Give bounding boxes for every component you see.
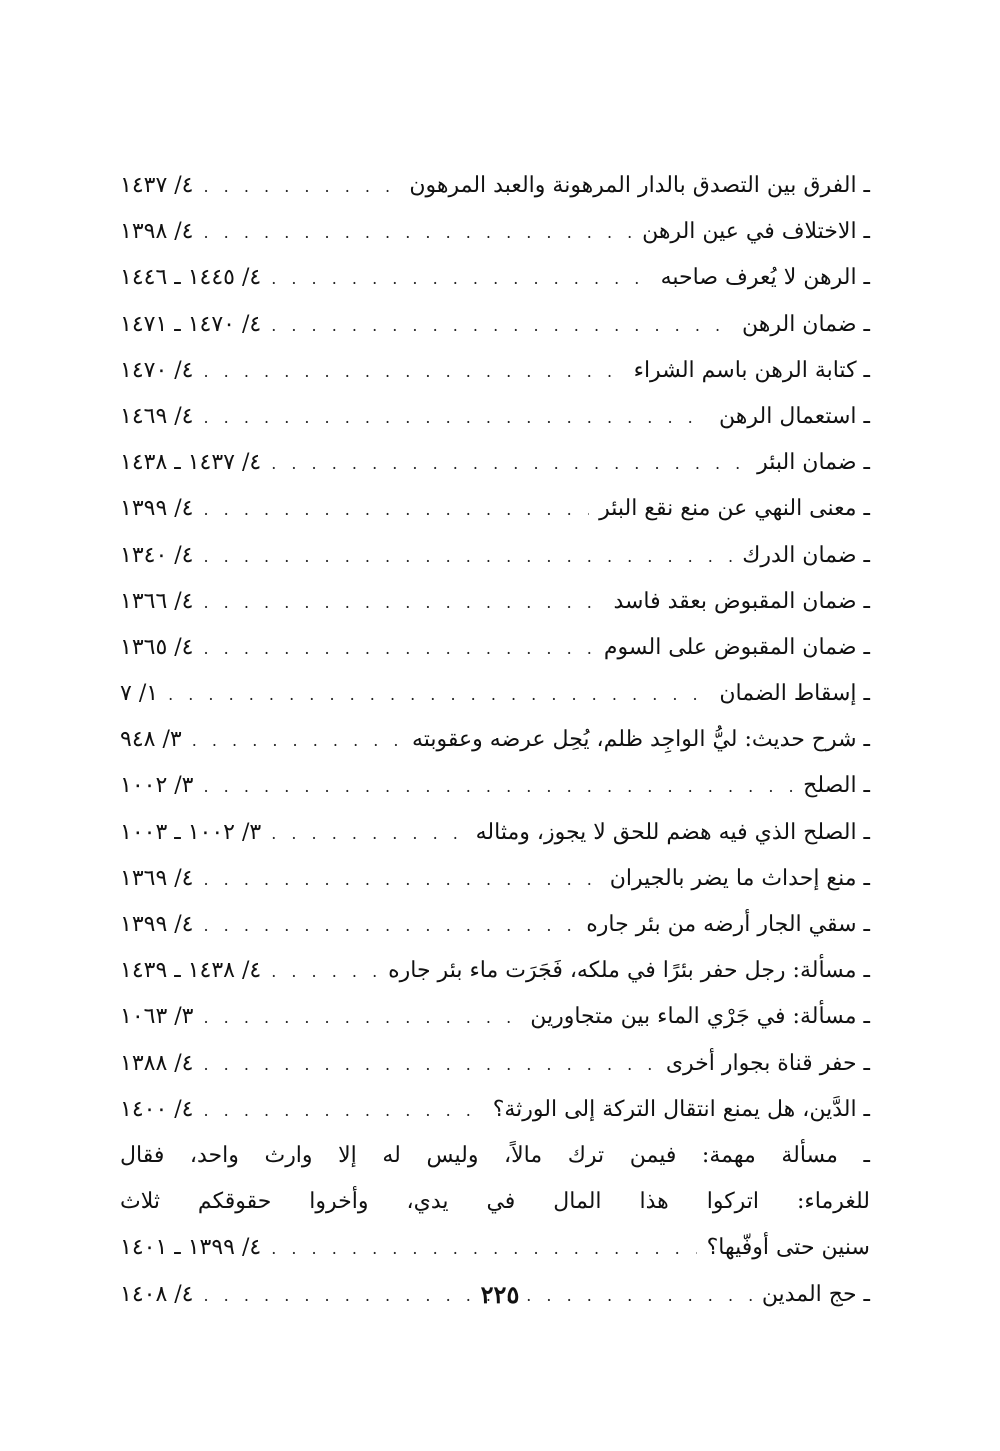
leader-dots <box>271 811 465 857</box>
entry-title: ـ ضمان البئر <box>757 450 870 476</box>
entry-title: ـ ضمان المقبوض على السوم <box>603 634 870 660</box>
leader-dots <box>204 903 577 949</box>
index-entry-multiline <box>120 1225 870 1271</box>
leader-dots <box>192 718 402 764</box>
index-entry <box>120 856 870 902</box>
entry-reference: ٣/ ١٠٦٣ <box>120 1004 194 1030</box>
entry-title: ـ مسألة: رجل حفر بئرًا في ملكه، فَجَرَت ماء بئر جاره <box>388 958 870 984</box>
entry-title: ـ منع إحداث ما يضر بالجيران <box>609 865 870 891</box>
entry-reference: ٤/ ١٤٣٨ ـ ١٤٣٩ <box>120 958 262 984</box>
index-entry-multiline <box>120 1133 870 1179</box>
index-entry <box>120 533 870 579</box>
index-entry <box>120 763 870 809</box>
entry-reference: ٤/ ١٣٦٦ <box>120 588 194 614</box>
entry-title: ـ معنى النهي عن منع نقع البئر <box>599 496 870 522</box>
entry-title: ـ استعمال الرهن <box>719 403 870 429</box>
entry-title: ـ إسقاط الضمان <box>719 681 870 707</box>
entry-reference: ١/ ٧ <box>120 681 159 707</box>
entry-title: ـ الرهن لا يُعرف صاحبه <box>660 265 870 291</box>
entry-reference: ٤/ ١٣٩٨ <box>120 219 194 245</box>
entry-reference: ٤/ ١٤٠٠ <box>120 1096 194 1122</box>
index-entry <box>120 579 870 625</box>
entry-title: ـ مسألة: في جَرْي الماء بين متجاورين <box>530 1004 870 1030</box>
entry-title: ـ سقي الجار أرضه من بئر جاره <box>586 912 870 937</box>
index-list <box>120 163 870 1318</box>
entry-reference: ٣/ ٩٤٨ <box>120 727 182 753</box>
leader-dots <box>168 672 709 718</box>
index-entry <box>120 394 870 440</box>
entry-reference: ٤/ ١٣٦٩ <box>120 865 194 891</box>
entry-reference: ٤/ ١٤٣٧ ـ ١٤٣٨ <box>120 450 262 476</box>
entry-reference: ٤/ ١٣٩٩ <box>120 912 194 937</box>
entry-title-line-2: للغرماء: اتركوا هذا المال في يدي، وأخروا حقوقكم ثلاث <box>120 1189 870 1215</box>
entry-reference: ٤/ ١٤٠٨ <box>120 1281 194 1307</box>
entry-title: ـ الصلح الذي فيه هضم للحق لا يجوز، ومثاله <box>475 819 870 845</box>
leader-dots <box>204 1088 483 1134</box>
leader-dots <box>204 210 633 256</box>
entry-title: ـ الدَّين، هل يمنع انتقال التركة إلى الورثة؟ <box>492 1096 870 1122</box>
entry-reference: ٤/ ١٤٧٠ <box>120 357 194 383</box>
index-entry <box>120 209 870 255</box>
leader-dots <box>204 580 604 626</box>
index-entry <box>120 486 870 532</box>
index-entry <box>120 671 870 717</box>
leader-dots <box>204 534 733 580</box>
leader-dots <box>271 1226 696 1272</box>
index-entry <box>120 348 870 394</box>
index-entry <box>120 902 870 948</box>
entry-title: ـ الاختلاف في عين الرهن <box>642 219 870 245</box>
entry-title-line-3: سنين حتى أوفّيها؟ <box>706 1235 870 1261</box>
index-entry <box>120 994 870 1040</box>
entry-reference: ٤/ ١٤٤٥ ـ ١٤٤٦ <box>120 265 262 291</box>
entry-title: ـ ضمان الرهن <box>742 311 870 337</box>
entry-title-line-1: ـ مسألة مهمة: فيمن ترك مالاً، وليس له إلا وارث واحد، فقال <box>120 1142 870 1168</box>
leader-dots <box>204 395 710 441</box>
entry-title: ـ كتابة الرهن باسم الشراء <box>633 357 870 383</box>
leader-dots <box>204 487 590 533</box>
leader-dots <box>204 857 600 903</box>
index-entry <box>120 255 870 301</box>
leader-dots <box>204 349 624 395</box>
index-entry <box>120 1041 870 1087</box>
entry-title: ـ حج المدين <box>761 1281 870 1307</box>
leader-dots <box>271 949 378 995</box>
leader-dots <box>271 303 732 349</box>
leader-dots <box>204 1042 656 1088</box>
entry-reference: ٤/ ١٤٦٩ <box>120 403 194 429</box>
entry-reference: ٤/ ١٣٩٩ <box>120 496 194 522</box>
index-entry <box>120 948 870 994</box>
index-entry-multiline <box>120 1179 870 1225</box>
entry-title: ـ الصلح <box>803 773 870 799</box>
entry-title: ـ ضمان المقبوض بعقد فاسد <box>613 588 870 614</box>
index-entry <box>120 717 870 763</box>
entry-reference: ٤/ ١٣٩٩ ـ ١٤٠١ <box>120 1235 262 1261</box>
entry-title: ـ حفر قناة بجوار أخرى <box>665 1050 870 1076</box>
leader-dots <box>204 626 594 672</box>
index-entry <box>120 1087 870 1133</box>
page-number: ٢٢٥ <box>480 1280 520 1309</box>
entry-reference: ٣/ ١٠٠٢ <box>120 773 194 799</box>
entry-reference: ٤/ ١٣٨٨ <box>120 1050 194 1076</box>
entry-title: ـ ضمان الدرك <box>742 542 870 568</box>
index-entry <box>120 302 870 348</box>
entry-title: ـ شرح حديث: ليُّ الواجِد ظلم، يُحِل عرضه وعقوبته <box>412 727 870 753</box>
index-entry <box>120 625 870 671</box>
entry-reference: ٤/ ١٣٤٠ <box>120 542 194 568</box>
leader-dots <box>204 764 794 810</box>
leader-dots <box>204 164 400 210</box>
index-entry <box>120 440 870 486</box>
entry-title: ـ الفرق بين التصدق بالدار المرهونة والعبد المرهون <box>409 173 870 198</box>
entry-reference: ٤/ ١٤٣٧ <box>120 173 194 198</box>
entry-reference: ٤/ ١٤٧٠ ـ ١٤٧١ <box>120 311 262 337</box>
leader-dots <box>271 441 747 487</box>
leader-dots <box>204 995 521 1041</box>
entry-reference: ٤/ ١٣٦٥ <box>120 634 194 660</box>
index-entry <box>120 163 870 209</box>
entry-reference: ٣/ ١٠٠٢ ـ ١٠٠٣ <box>120 819 262 845</box>
leader-dots <box>271 256 650 302</box>
index-entry <box>120 810 870 856</box>
